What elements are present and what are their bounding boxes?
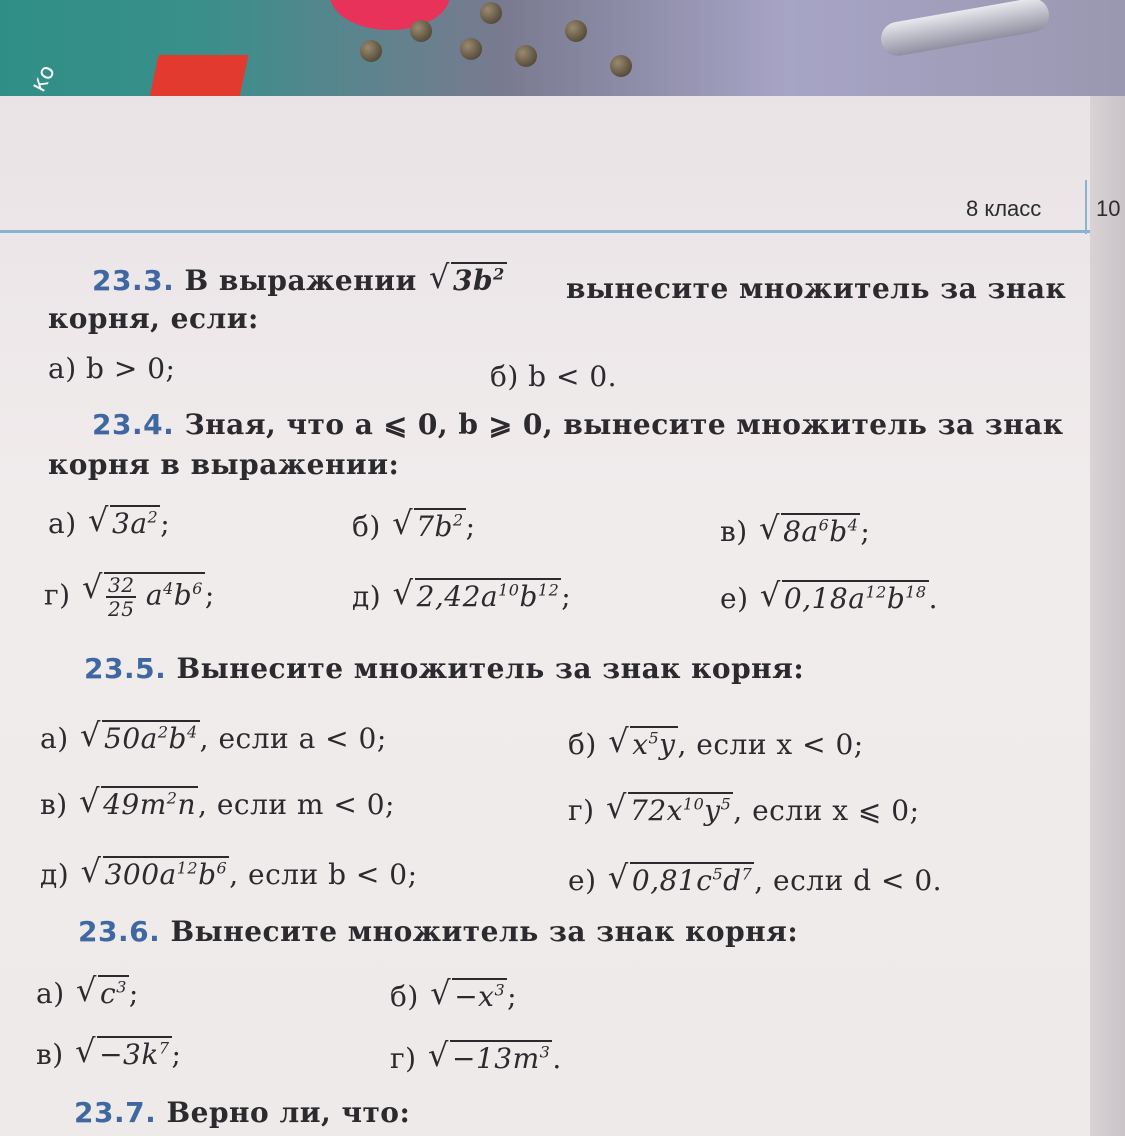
option-a: а) √ $3a^2$; (48, 505, 170, 540)
option-e: е) √ $0,81c^5d^7$, если d < 0. (568, 862, 942, 897)
molecule-ball (515, 45, 537, 67)
option-b: б) √ $-x^3$; (390, 978, 517, 1013)
exercise-23-4 (92, 408, 1064, 441)
page-number: 10 (1096, 196, 1121, 221)
molecule-ball (610, 55, 632, 77)
option-v: в) √ $49m^2n$, если m < 0; (40, 786, 395, 821)
header-divider (1085, 180, 1087, 234)
option-d: д) √ $300a^{12}b^6$, если b < 0; (40, 856, 418, 891)
cover-pink-shape (330, 0, 450, 30)
exercise-number: 23.6. (78, 915, 161, 948)
exercise-text: Вынесите множитель за знак корня: (176, 652, 805, 685)
exercise-23-7 (74, 1096, 410, 1129)
option-d: д) √ $2,42a^{10}b^{12}$; (352, 578, 571, 613)
option-g: г) √ $72x^{10}y^5$, если x ⩽ 0; (568, 792, 920, 827)
option-a: а) √ $c^3$; (36, 975, 139, 1010)
exercise-text: Зная, что a ⩽ 0, b ⩾ 0, вынесите множитель за знак (184, 408, 1064, 441)
option-a: а) √ $50a^2b^4$, если a < 0; (40, 720, 387, 755)
exercise-text: Вынесите множитель за знак корня: (170, 915, 799, 948)
exercise-text: Верно ли, что: (166, 1096, 411, 1129)
molecule-ball (460, 38, 482, 60)
next-page-edge (1090, 96, 1125, 1136)
option-a: а) b > 0; (48, 352, 176, 385)
option-b: б) √ $7b^2$; (352, 508, 476, 543)
exercise-text: корня в выражении: (48, 448, 400, 481)
option-b: б) √ $x^5y$, если x < 0; (568, 726, 864, 761)
cover-tube (878, 0, 1051, 59)
molecule-ball (410, 20, 432, 42)
exercise-text: вынесите множитель за знак (566, 272, 1067, 305)
option-g: г) √ $-13m^3$. (390, 1040, 562, 1075)
exercise-number: 23.5. (84, 652, 167, 685)
grade-label: 8 класс (966, 196, 1042, 221)
radical: √ $3b^2$ (429, 262, 507, 297)
exercise-number: 23.7. (74, 1096, 157, 1129)
exercise-23-5 (84, 652, 804, 685)
exercise-number: 23.3. (92, 264, 175, 297)
cover-text: ко (26, 60, 61, 97)
exercise-text: В выражении (184, 264, 417, 297)
exercise-23-6 (78, 915, 798, 948)
molecule-ball (565, 20, 587, 42)
header-rule (0, 230, 1090, 233)
option-b: б) b < 0. (490, 360, 618, 393)
option-v: в) √ $-3k^7$; (36, 1036, 181, 1071)
book-cover-background (0, 0, 1125, 110)
exercise-23-3 (92, 262, 507, 297)
option-v: в) √ $8a^6b^4$; (720, 513, 870, 548)
exercise-text: корня, если: (48, 302, 259, 335)
molecule-ball (360, 40, 382, 62)
option-g: г) √ $\frac{32}{25}$ $a^4b^6$; (44, 572, 215, 620)
molecule-ball (480, 2, 502, 24)
exercise-number: 23.4. (92, 408, 175, 441)
option-e: е) √ $0,18a^{12}b^{18}$. (720, 580, 938, 615)
